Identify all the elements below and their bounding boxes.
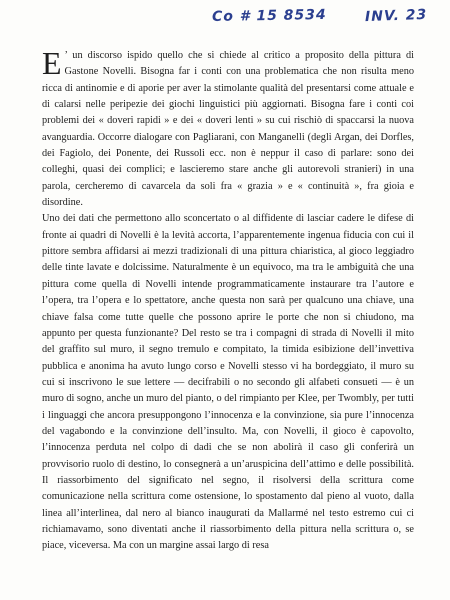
article-body	[42, 45, 414, 555]
catalog-number-annotation: Co # 15 8534	[211, 7, 327, 25]
drop-cap: E	[42, 45, 62, 81]
paragraph-2: Uno dei dati che permettono allo sconcertato o al diffidente di lasciar cadere le difese di fronte ai quadri di Novelli è la levità accorta, l’apparentemente ingenua fiducia con cui il pittore sembra affidarsi ai mezzi tradizionali di una pittura chiaristica, al gioco leggiadro delle tinte lavate e dolcissime. Naturalmente è un equivoco, ma tra le ambiguità che una pittura come quella di Novelli intende programmaticamente instaurare tra l’autore e l’opera, tra l’opera e lo spettatore, anche questa non sarà per qualcuno una chiave, una chiave falsa come tutte quelle che possono aprire le porte che non si chiudono, ma appunto per questa funzionante? Del resto se tra i compagni di strada di Novelli il mito del graffito sul muro, il segno tremulo e compitato, la timida esibizione dell’invettiva pubblica e anonima ha avuto lungo corso e Novelli stesso vi ha bordeggiato, il muro su cui si inscrivono le sue lettere — decifrabili o no secondo gli alfabeti consueti — è un muro di sogno, anche un muro del pianto, o del rimpianto per Klee, per Twombly, per tutti i linguaggi che ancora presuppongono l’innocenza e la convinzione, sia pure l’innocenza del vagabondo e la convinzione dell’insulto. Ma, con Novelli, il gioco è capovolto, l’innocenza perduta nel colpo di dadi che se non abolirà il caso gli conferirà un provvisorio ruolo di destino, lo consegnerà a un’aruspicina dell’attimo e delle possibilità. Il riassorbimento del significato nel segno, il risolversi della scrittura come comunicazione nella scrittura come ostensione, lo spostamento dal pieno al vuoto, dalla linea all’interlinea, dal nero al bianco inaugurati da Mallarmé nel testo estremo cui ci richiamavamo, sono diventati anche il riassorbimento della pittura nella scrittura o, se piace, viceversa. Ma con un margine assai largo di resa	[42, 213, 414, 552]
inventory-annotation: INV. 23	[364, 6, 428, 26]
paragraph-1	[42, 45, 414, 211]
paragraph-1-text: ’ un discorso ispido quello che si chiede al critico a proposito della pittura di Gastone Novelli. Bisogna far i conti con una problematica che non risulta meno ricca di antinomie e di aporie per aver la stimolante qualità del presentarsi come attuale e di calarsi nelle peripezie dei giochi linguistici più aggiornati. Bisogna fare i conti coi problemi dei « doveri rapidi » e dei « doveri lenti » su cui rischiò di spaccarsi la nuova avanguardia. Occorre dialogare con Pagliarani, con Manganelli (degli Argan, dei Dorfles, dei Fagiolo, dei Ponente, dei Russoli ecc. non è neppur il caso di parlare: sono dei colleghi, quasi dei complici; e lascieremo stare anche gli autorevoli stranieri) in una parola, cercheremo di cavarcela da soli fra « grazia » e « continuità », fra gioia e disordine.	[42, 50, 414, 209]
